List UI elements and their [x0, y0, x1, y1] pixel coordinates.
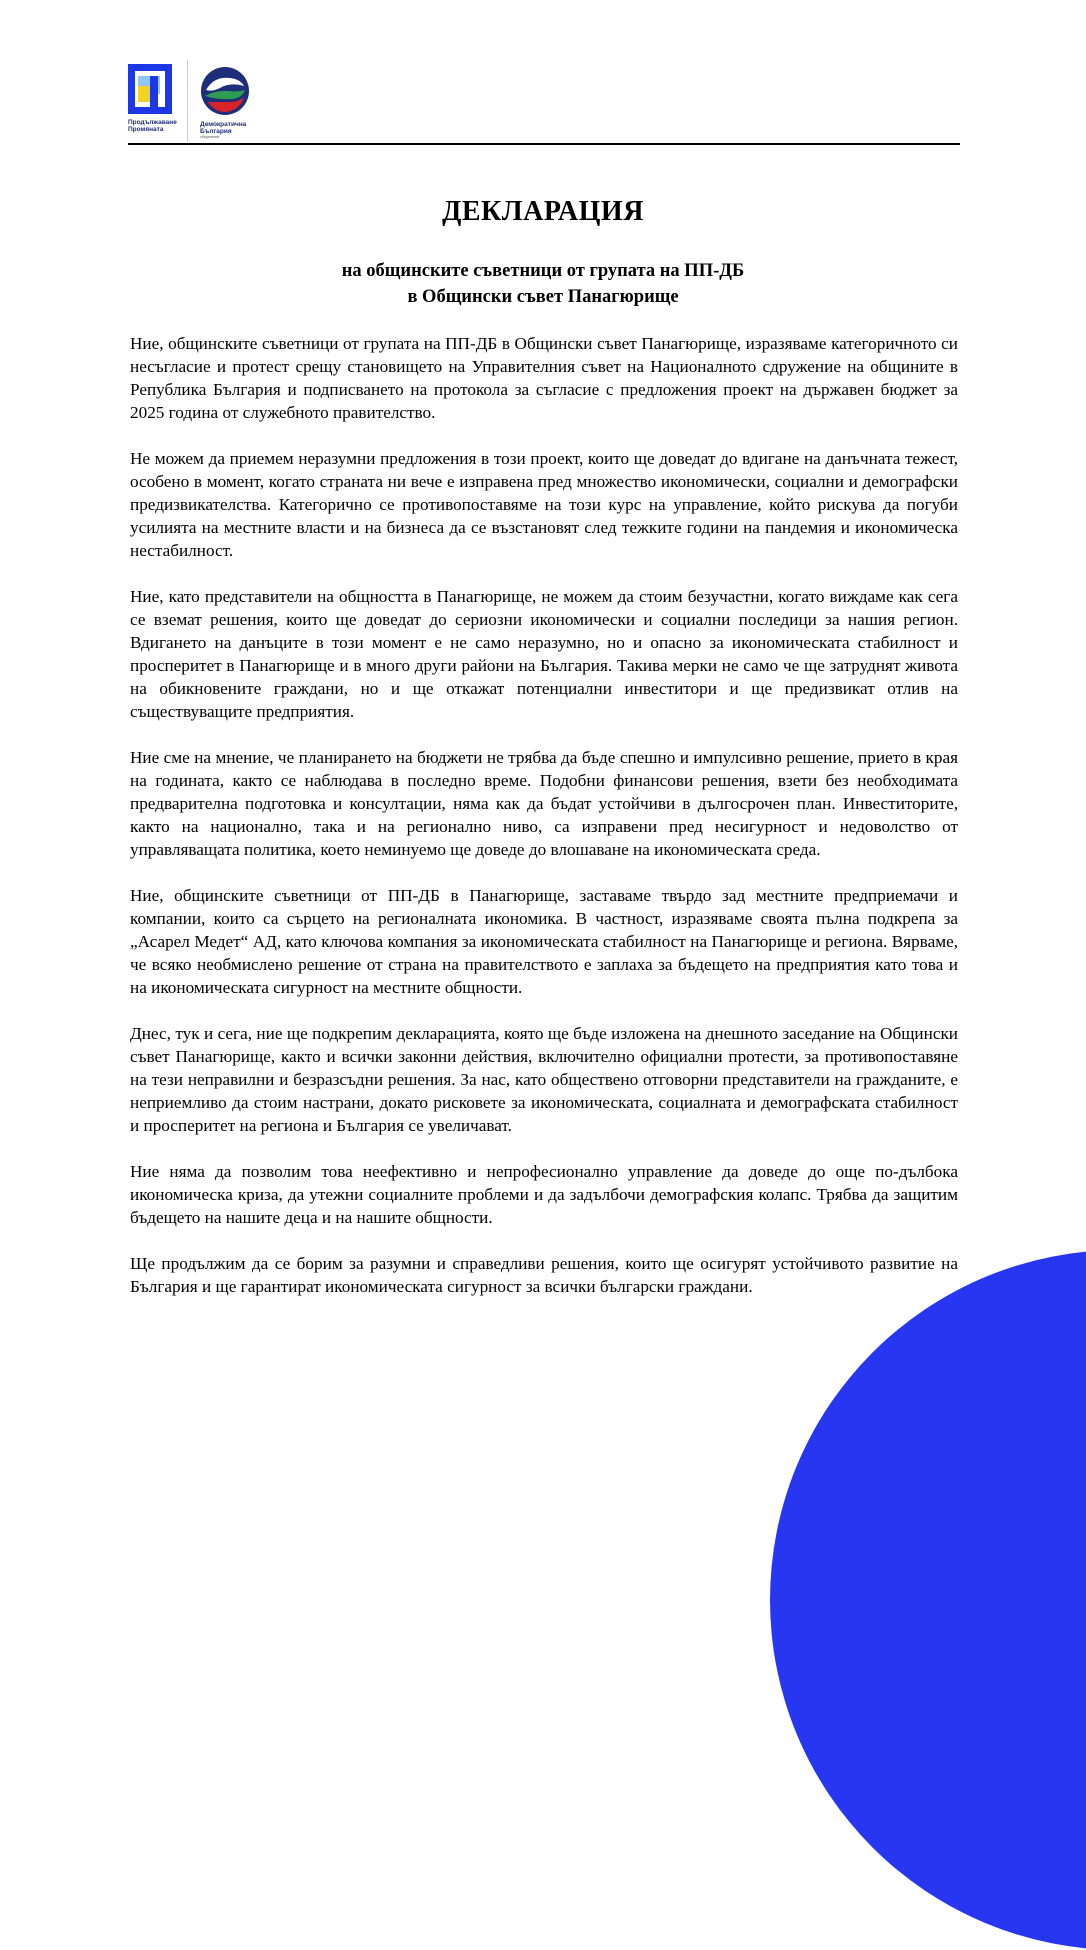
logo-divider [187, 60, 188, 142]
paragraph: Ние, общинските съветници от ПП-ДБ в Панагюрище, заставаме твърдо зад местните предприемачи и компании, които са сърцето на регионалната икономика. В частност, изразяваме своята пълна подкрепа за „Асарел Медет“ АД, като ключова компания за икономическата стабилност на Панагюрище и региона. Вярваме, че всяко необмислено решение от страна на правителството е заплаха за бъдещето на предприятия като това и на икономическата сигурност на местните общности. [130, 886, 958, 997]
db-logo-line2: България [200, 128, 232, 135]
paragraph: Ние няма да позволим това неефективно и непрофесионално управление да доведе до още по-дълбока икономическа криза, да утежни социалните проблеми и да задълбочи демографския колапс. Трябва да защитим бъдещето на нашите деца и на нашите общности. [130, 1162, 958, 1227]
header-logos [128, 60, 960, 144]
paragraph: Ние, като представители на общността в Панагюрище, не можем да стоим безучастни, когато виждаме как сега се вземат решения, които ще доведат до сериозни икономически и социални последици за нашия регион. Вдигането на данъците в този момент е не само неразумно, но и опасно за икономическата стабилност и просперитет в Панагюрище и в много други райони на България. Такива мерки не само че ще затруднят живота на обикновените граждани, но и ще откажат потенциални инвеститори и ще предизвикат отлив на съществуващите предприятия. [130, 587, 958, 721]
paragraph: Ще продължим да се борим за разумни и справедливи решения, които ще осигурят устойчивото развитие на България и ще гарантират икономическата сигурност за всички български граждани. [130, 1254, 958, 1296]
header-divider [128, 143, 960, 145]
db-logo-line3: обединение [200, 135, 220, 139]
db-logo-icon [200, 66, 250, 116]
db-logo-line1: Демократична [200, 121, 247, 128]
declaration-body [130, 332, 958, 1321]
pp-logo-icon [128, 64, 172, 114]
pp-logo [128, 64, 186, 140]
pp-logo-line2: Промяната [128, 126, 164, 133]
paragraph: Ние сме на мнение, че планирането на бюджети не трябва да бъде спешно и импулсивно решение, прието в края на годината, както се наблюдава в последно време. Подобни финансови решения, взети без необходимата предварителна подготовка и консултации, няма как да бъдат устойчиви в дългосрочен план. Инвеститорите, както на национално, така и на регионално ниво, са изправени пред несигурност и недоволство от управляващата политика, което неминуемо ще доведе до влошаване на икономическата среда. [130, 748, 958, 859]
decorative-blue-circle [770, 1250, 1086, 1950]
paragraph: Ние, общинските съветници от групата на ПП-ДБ в Общински съвет Панагюрище, изразяваме категоричното си несъгласие и протест срещу становището на Управителния съвет на Националното сдружение на общините в Република България и подписването на протокола за съгласие с предложения проект на държавен бюджет за 2025 година от служебното правителство. [130, 334, 958, 422]
subtitle-line-2: в Общински съвет Панагюрище [407, 287, 679, 307]
paragraph: Днес, тук и сега, ние ще подкрепим декларацията, която ще бъде изложена на днешното заседание на Общински съвет Панагюрище, както и всички законни действия, включително официални протести, за противопоставяне на тези неправилни и безразсъдни решения. За нас, като обществено отговорни представители на гражданите, е неприемливо да стоим настрани, докато рисковете за икономическата, социалната и демографската стабилност и просперитет на региона и България се увеличават. [130, 1024, 958, 1135]
subtitle-line-1: на общинските съветници от групата на ПП-ДБ [341, 261, 745, 281]
document-title: ДЕКЛАРАЦИЯ [442, 196, 644, 227]
pp-logo-line1: Продължаване [128, 119, 177, 126]
paragraph: Не можем да приемем неразумни предложения в този проект, които ще доведат до вдигане на данъчната тежест, особено в момент, когато страната ни вече е изправена пред множество икономически, социални и демографски предизвикателства. Категорично се противопоставяме на този курс на управление, който рискува да погуби усилията на местните власти и на бизнеса да се възстановят след тежките години на пандемия и икономическа нестабилност. [130, 449, 958, 560]
db-logo [200, 66, 270, 142]
document-subtitle [0, 258, 1086, 310]
